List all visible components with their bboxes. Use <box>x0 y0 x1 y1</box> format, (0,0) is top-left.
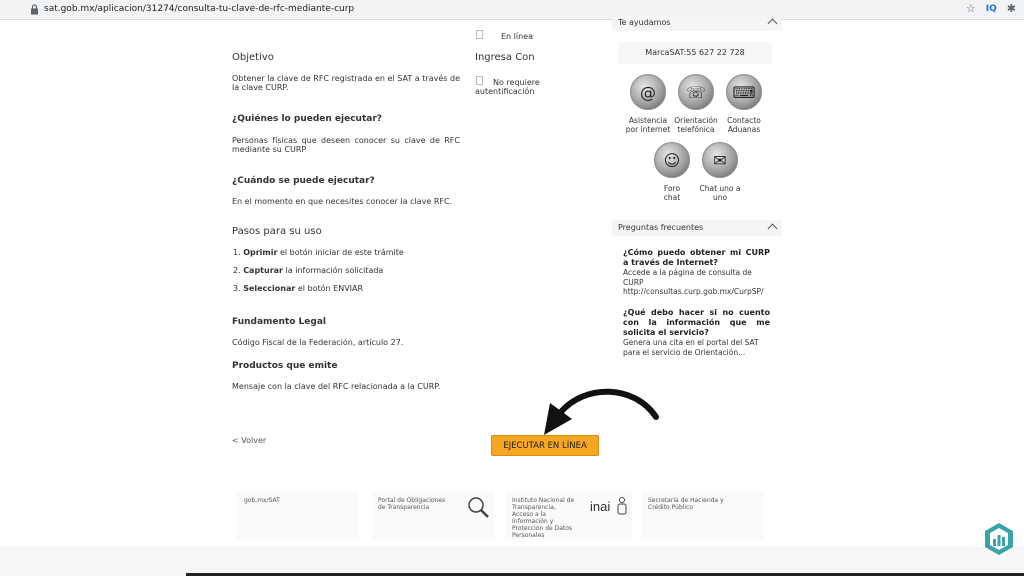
foro-chat-link[interactable]: Foro chat <box>663 184 681 202</box>
faq-header[interactable] <box>612 220 782 236</box>
step-2: 2. Capturar la información solicitada <box>233 266 384 275</box>
footer-portal-text[interactable]: Portal de Obligaciones de Transparencia <box>378 497 446 511</box>
asistencia-internet-link[interactable]: Asistencia por internet <box>625 116 671 134</box>
lock-icon <box>30 4 39 15</box>
extensions-puzzle-icon[interactable]: ✱ <box>1006 2 1016 15</box>
faq-question-2[interactable]: ¿Qué debo hacer si no cuento con la información que me solicita el servicio? <box>623 308 770 337</box>
step-1: 1. Oprimir el botón iniciar de este trámite <box>233 248 404 257</box>
online-doc-icon <box>476 30 483 39</box>
phone-number: MarcaSAT:55 627 22 728 <box>618 42 772 64</box>
extension-iq-icon[interactable]: IQ <box>985 3 997 14</box>
fundamento-title: Fundamento Legal <box>232 317 326 327</box>
te-ayudamos-label: Te ayudamos <box>618 18 671 27</box>
footer-inai-text[interactable]: Instituto Nacional de Transparencia, Acceso a la Información y Protección de Datos Personales <box>512 497 575 539</box>
magnifier-icon <box>466 495 490 519</box>
pasos-title: Pasos para su uso <box>232 226 322 237</box>
quienes-text: Personas físicas que deseen conocer su clave de RFC mediante su CURP <box>232 136 460 154</box>
objetivo-title: Objetivo <box>232 52 274 63</box>
chat-uno-a-uno-icon[interactable]: ✉ <box>702 142 738 178</box>
contacto-aduanas-link[interactable]: Contacto Aduanas <box>727 116 761 134</box>
bottom-band <box>0 546 1024 576</box>
no-requiere-label: No requiere <box>493 78 540 87</box>
chat-uno-a-uno-link[interactable]: Chat uno a uno <box>699 184 741 202</box>
footer-gob-text[interactable]: gob.mx/SAT <box>244 497 280 504</box>
faq-question-1[interactable]: ¿Cómo puedo obtener mi CURP a través de Internet? <box>623 248 770 267</box>
footer-card-gob[interactable] <box>236 491 358 539</box>
faq-answer-1: Accede a la página de consulta de CURP http://consultas.curp.gob.mx/CurpSP/ <box>623 268 764 296</box>
footer-card-portal[interactable] <box>372 491 494 539</box>
objetivo-text: Obtener la clave de RFC registrada en el SAT a través de la clave CURP. <box>232 74 460 92</box>
en-linea-label: En línea <box>501 32 534 41</box>
footer-card-shcp[interactable] <box>642 491 764 539</box>
contacto-aduanas-icon[interactable]: ⌨ <box>726 74 762 110</box>
brand-logo-icon <box>984 522 1014 556</box>
chevron-up-icon[interactable] <box>768 19 778 29</box>
autentificacion-label: autentificación <box>475 87 535 96</box>
cuando-text: En el momento en que necesites conocer la clave RFC. <box>232 197 453 206</box>
faq-answer-2: Genera una cita en el portal del SAT para el servicio de Orientación... <box>623 338 759 357</box>
volver-link[interactable]: < Volver <box>232 436 267 445</box>
productos-text: Mensaje con la clave del RFC relacionada a la CURP. <box>232 382 441 391</box>
productos-title: Productos que emite <box>232 361 338 371</box>
te-ayudamos-header[interactable] <box>612 15 782 31</box>
person-icon <box>616 497 628 515</box>
ingresa-con-title: Ingresa Con <box>475 52 535 63</box>
step-3: 3. Seleccionar el botón ENVIAR <box>233 284 364 293</box>
footer-shcp-text[interactable]: Secretaría de Hacienda y Crédito Público <box>648 497 724 511</box>
orientacion-telefonica-icon[interactable]: ☏ <box>678 74 714 110</box>
inai-logo: inai <box>590 499 611 514</box>
annotation-arrow-icon <box>540 385 660 440</box>
auth-doc-icon <box>476 76 483 85</box>
footer-card-inai[interactable] <box>506 491 632 539</box>
foro-chat-icon[interactable]: ☺ <box>654 142 690 178</box>
faq-title: Preguntas frecuentes <box>618 223 704 232</box>
ejecutar-en-linea-button[interactable]: EJECUTAR EN LÍNEA <box>491 435 599 456</box>
orientacion-telefonica-link[interactable]: Orientación telefónica <box>674 116 718 134</box>
bookmark-star-icon[interactable]: ☆ <box>965 2 976 15</box>
asistencia-internet-icon[interactable]: @ <box>630 74 666 110</box>
browser-address-bar <box>0 0 1024 20</box>
fundamento-text: Código Fiscal de la Federación, artículo 27. <box>232 338 404 347</box>
quienes-title: ¿Quiénes lo pueden ejecutar? <box>232 114 382 124</box>
cuando-title: ¿Cuándo se puede ejecutar? <box>232 176 375 186</box>
chevron-up-icon[interactable] <box>768 224 778 234</box>
url-text[interactable]: sat.gob.mx/aplicacion/31274/consulta-tu-clave-de-rfc-mediante-curp <box>44 4 355 14</box>
